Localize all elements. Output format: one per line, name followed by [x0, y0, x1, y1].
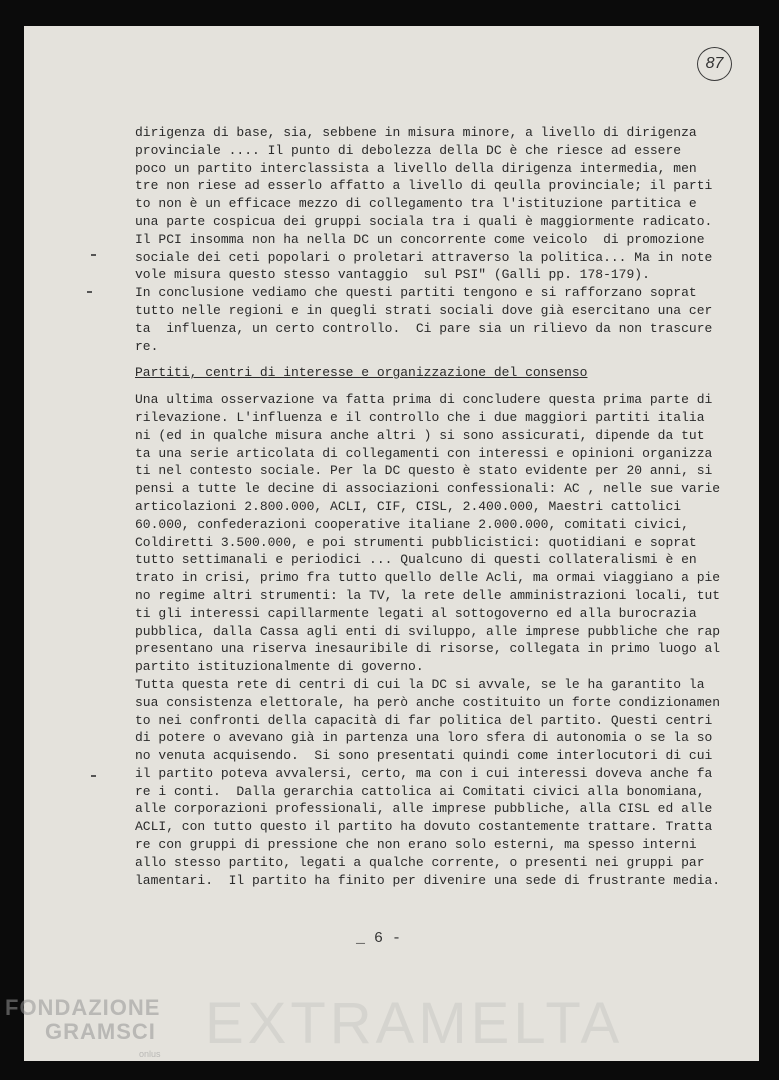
- text-line: alle corporazioni professionali, alle imprese pubbliche, alla CISL ed alle: [135, 801, 713, 817]
- margin-mark: [87, 291, 92, 293]
- text-line: trato in crisi, primo fra tutto quello delle Acli, ma ormai viaggiano a pie: [135, 570, 721, 586]
- text-line: sua consistenza elettorale, ha però anche costituito un forte condizionamen: [135, 694, 721, 710]
- logo-line-1: FONDAZIONE: [5, 995, 161, 1020]
- text-line: ti nel contesto sociale. Per la DC questo è stato evidente per 20 anni, si: [135, 463, 713, 479]
- fondazione-gramsci-logo: [5, 996, 160, 1066]
- text-line: In conclusione vediamo che questi partiti tengono e si rafforzano soprat: [135, 285, 697, 301]
- text-line: Una ultima osservazione va fatta prima di concludere questa prima parte di: [135, 392, 713, 408]
- text-line: ta influenza, un certo controllo. Ci pare sia un rilievo da non trascure: [135, 320, 713, 336]
- watermark-text: EXTRAMELTA: [205, 991, 624, 1056]
- page-footer-number: _ 6 -: [356, 930, 402, 947]
- text-line: il partito poteva avvalersi, certo, ma con i cui interessi doveva anche fa: [135, 765, 713, 781]
- text-line: provinciale .... Il punto di debolezza della DC è che riesce ad essere: [135, 142, 682, 158]
- text-line: sociale dei ceti popolari o proletari attraverso la politica... Ma in note: [135, 249, 713, 265]
- typewritten-text: [135, 124, 721, 889]
- paragraph-2: [135, 391, 721, 889]
- text-line: articolazioni 2.800.000, ACLI, CIF, CISL, 2.400.000, Maestri cattolici: [135, 498, 682, 514]
- logo-line-2: GRAMSCI: [45, 1019, 156, 1044]
- text-line: to nei confronti della capacità di far politica del partito. Questi centri: [135, 712, 713, 728]
- text-line: tre non riese ad esserlo affatto a livello di qeulla provinciale; il parti: [135, 178, 713, 194]
- text-line: pubblica, dalla Cassa agli enti di sviluppo, alle imprese pubbliche che rap: [135, 623, 721, 639]
- text-line: vole misura questo stesso vantaggio sul PSI" (Galli pp. 178-179).: [135, 267, 650, 283]
- text-line: no venuta acquisendo. Si sono presentati quindi come interlocutori di cui: [135, 748, 713, 764]
- text-line: ta una serie articolata di collegamenti con interessi e opinioni organizza: [135, 445, 713, 461]
- text-line: ti gli interessi capillarmente legati al sottogoverno ed alla burocrazia: [135, 605, 697, 621]
- text-line: una parte cospicua dei gruppi sociala tra i quali è maggiormente radicato.: [135, 213, 713, 229]
- text-line: dirigenza di base, sia, sebbene in misura minore, a livello di dirigenza: [135, 125, 697, 140]
- text-line: ACLI, con tutto questo il partito ha dovuto costantemente trattare. Tratta: [135, 819, 713, 835]
- text-line: ni (ed in qualche misura anche altri ) si sono assicurati, dipende da tut: [135, 427, 705, 443]
- text-line: re con gruppi di pressione che non erano solo esterni, ma spesso interni: [135, 837, 697, 853]
- text-line: poco un partito interclassista a livello della dirigenza intermedia, men: [135, 160, 697, 176]
- text-line: re i conti. Dalla gerarchia cattolica ai Comitati civici alla bonomiana,: [135, 783, 705, 799]
- margin-mark: [91, 254, 96, 256]
- text-line: to non è un efficace mezzo di collegamento tra l'istituzione partitica e: [135, 196, 697, 212]
- page-number-stamp: 87: [697, 47, 732, 81]
- text-line: di potere o avevano già in partenza una loro sfera di autonomia o se la so: [135, 730, 713, 746]
- text-line: rilevazione. L'influenza e il controllo che i due maggiori partiti italia: [135, 409, 705, 425]
- text-line: Coldiretti 3.500.000, e poi strumenti pubblicistici: quotidiani e soprat: [135, 534, 697, 550]
- margin-mark: [91, 775, 96, 777]
- text-line: Tutta questa rete di centri di cui la DC si avvale, se le ha garantito la: [135, 676, 705, 692]
- text-line: pensi a tutte le decine di associazioni confessionali: AC , nelle sue varie: [135, 481, 721, 497]
- text-line: Il PCI insomma non ha nella DC un concorrente come veicolo di promozione: [135, 231, 705, 247]
- text-line: lamentari. Il partito ha finito per divenire una sede di frustrante media.: [135, 872, 721, 888]
- text-line: no regime altri strumenti: la TV, la rete delle amministrazioni locali, tut: [135, 587, 721, 603]
- section-heading: Partiti, centri di interesse e organizzazione del consenso: [135, 365, 588, 381]
- text-line: tutto settimanali e periodici ... Qualcuno di questi collateralismi è en: [135, 552, 697, 568]
- text-line: partito istituzionalmente di governo.: [135, 659, 424, 675]
- text-line: tutto nelle regioni e in quegli strati sociali dove già esercitano una cer: [135, 302, 713, 318]
- text-line: allo stesso partito, legati a qualche corrente, o presenti nei gruppi par: [135, 854, 705, 870]
- text-line: re.: [135, 338, 159, 354]
- logo-line-3: onlus: [138, 1049, 161, 1059]
- text-line: 60.000, confederazioni cooperative italiane 2.000.000, comitati civici,: [135, 516, 689, 532]
- text-line: presentano una riserva inesauribile di risorse, collegata in primo luogo al: [135, 641, 721, 657]
- paragraph-1: [135, 124, 713, 355]
